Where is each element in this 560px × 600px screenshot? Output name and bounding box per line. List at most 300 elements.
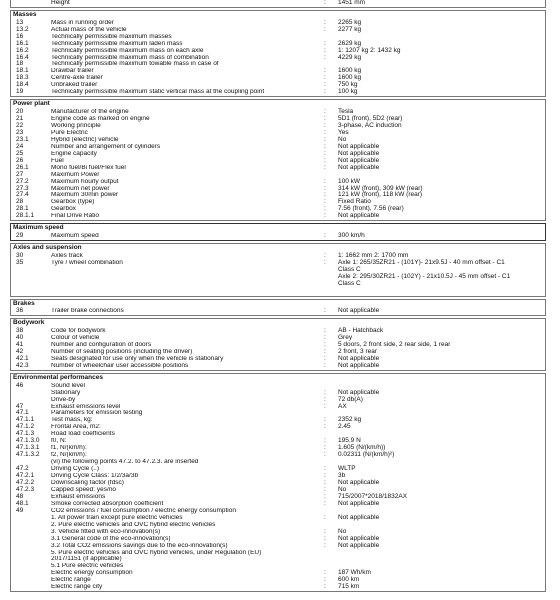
item-value: Not applicable (338, 479, 380, 486)
item-number (11, 577, 51, 584)
item-value: 600 km (338, 576, 360, 584)
item-number: 47.1.3 (16, 430, 35, 438)
item-number: 47.1.1 (16, 416, 35, 424)
item-separator (324, 172, 338, 179)
item-description: 3. Vehicle fitted with eco-innovation(s) (51, 528, 161, 535)
item-number: 23 (16, 128, 24, 136)
item-description: 3.1 General code of the eco-innovation(s) (51, 535, 171, 542)
item-separator: : (324, 388, 326, 396)
item-separator (324, 556, 338, 563)
table-row (11, 529, 545, 536)
item-number: 28.1 (16, 205, 29, 213)
item-separator (324, 34, 338, 41)
item-value: Grey (338, 334, 353, 342)
table-row (11, 356, 545, 363)
section-title: Brakes (13, 299, 35, 307)
item-value: Not applicable (338, 142, 380, 150)
table-row (11, 27, 545, 34)
item-description: (vi) the following points 47.2. to 47.2.3. are inserted (51, 459, 199, 466)
item-separator: : (324, 402, 326, 410)
table-row (11, 452, 545, 459)
item-value: No (338, 485, 347, 493)
item-value: Not applicable (338, 163, 380, 171)
item-description: Sound level (51, 382, 85, 389)
item-description: Height (51, 0, 70, 6)
table-row (11, 75, 545, 82)
item-description: 5.1 Pure electric vehicles (51, 563, 124, 570)
table-row (11, 165, 545, 172)
item-value (338, 34, 545, 41)
item-description: 3.2 Total CO2 emissions savings due to the eco-innovation(s) (51, 542, 228, 549)
item-number (11, 529, 51, 536)
item-description: Colour of vehicle (51, 335, 100, 342)
item-value (338, 550, 545, 557)
item-separator (324, 410, 338, 417)
item-description: Exhaust emissions level (51, 403, 121, 410)
table-row (11, 41, 545, 48)
item-number: 46 (16, 381, 24, 389)
section-2 (10, 99, 546, 221)
table-row (11, 186, 545, 193)
item-description: Number and arrangement of cylinders (51, 143, 161, 150)
item-value (338, 522, 545, 529)
table-row (11, 584, 545, 591)
section-7 (10, 373, 546, 592)
item-separator: : (324, 492, 326, 500)
item-description: Final Drive Ratio (51, 213, 100, 220)
table-row (11, 206, 545, 213)
item-description: Gearbox (51, 206, 76, 213)
item-description: Technically permissible maximum masses (51, 33, 172, 40)
item-value: 2265 kg (338, 18, 362, 26)
item-value: 3b (338, 472, 346, 480)
item-description: Unbraked trailer (51, 82, 98, 89)
table-row (11, 233, 545, 240)
table-row (11, 192, 545, 199)
item-separator: : (324, 232, 326, 240)
item-number: 47.1.2 (16, 423, 35, 431)
section-title: Masses (13, 10, 37, 18)
item-number: 26 (16, 156, 24, 164)
item-number: 27.4 (16, 191, 29, 199)
item-description: Technically permissible maximum static vertical mass at the coupling point (51, 89, 265, 96)
item-value: Not applicable (338, 307, 380, 315)
item-separator (324, 431, 338, 438)
item-separator: : (324, 156, 326, 164)
table-row (11, 459, 545, 466)
item-value (338, 172, 545, 179)
table-row (11, 55, 545, 62)
table-row (11, 179, 545, 186)
item-separator: : (324, 416, 326, 424)
item-separator: : (324, 81, 326, 89)
item-value (338, 61, 545, 68)
item-value: 195.9 N (338, 437, 361, 445)
table-row (11, 61, 545, 68)
item-description: 2. Pure electric vehicles and OVC hybrid electric vehicles (51, 521, 216, 528)
item-value: Fixed Ratio (338, 198, 371, 206)
item-value: 0.02311 (N/(km/h)²) (338, 451, 395, 459)
item-description: Fuel (51, 157, 64, 164)
item-value: 5D1 (front), 5D2 (rear) (338, 114, 403, 122)
coc-document (10, 0, 546, 594)
item-number: 18.4 (16, 81, 29, 89)
item-separator: : (324, 472, 326, 480)
item-value: 1: 1662 mm 2: 1700 mm (338, 251, 409, 259)
item-description: Actual mass of the vehicle (51, 26, 127, 33)
table-row (11, 543, 545, 550)
table-row (11, 144, 545, 151)
item-number (11, 0, 51, 7)
item-description: 5. Pure electric vehicles and OVC hybrid vehicles, under Regulation (EU) (51, 549, 262, 556)
item-separator: : (324, 46, 326, 54)
item-description: 2017/1151 (if applicable) (51, 556, 122, 563)
item-number: 47 (16, 402, 24, 410)
item-value: AB - Hatchback (338, 327, 384, 335)
item-description: Working principle (51, 122, 101, 129)
table-row (11, 438, 545, 445)
item-description: Technically permissible maximum towable mass in case of (51, 61, 219, 68)
item-separator: : (324, 121, 326, 129)
table-row (11, 20, 545, 27)
item-number: 49 (16, 506, 24, 514)
section-title: Power plant (13, 100, 50, 108)
item-number: 47.1 (16, 409, 29, 417)
table-row (11, 536, 545, 543)
item-description: f0, N: (51, 438, 67, 445)
item-description: Maximum hourly output (51, 178, 119, 185)
section-0 (10, 0, 546, 8)
item-number (11, 536, 51, 543)
item-value (338, 459, 545, 466)
table-row (11, 410, 545, 417)
item-separator: : (324, 569, 326, 577)
item-separator: : (324, 18, 326, 26)
item-separator: : (324, 135, 326, 143)
table-row (11, 123, 545, 130)
item-separator: : (324, 149, 326, 157)
table-row (11, 328, 545, 335)
item-separator: : (324, 479, 326, 486)
item-separator: : (324, 485, 326, 493)
table-row (11, 308, 545, 315)
section-3 (10, 223, 546, 241)
item-description: Seats designated for use only when the vehicle is stationary (51, 355, 224, 362)
section-title: Bodywork (13, 319, 45, 327)
table-row (11, 515, 545, 522)
item-description: CO2 emissions / fuel consumption / electric energy consumption (51, 507, 236, 514)
item-separator: : (324, 576, 326, 584)
item-value: 2.45 (338, 423, 351, 431)
item-separator: : (324, 142, 326, 150)
section-title: Axles and suspension (13, 244, 82, 252)
item-number: 29 (16, 232, 24, 240)
item-description: f1, N/(km/h): (51, 445, 87, 452)
item-number (11, 556, 51, 563)
item-number: 38 (16, 327, 24, 335)
item-number: 41 (16, 341, 24, 349)
item-description: Maximum 30min power (51, 192, 119, 199)
item-number: 18.3 (16, 74, 29, 82)
item-value: AX (338, 402, 347, 410)
item-separator: : (324, 465, 326, 473)
item-description: Axles track (51, 252, 83, 259)
item-number (11, 550, 51, 557)
item-value: 72 db(A) (338, 395, 363, 403)
item-separator: : (324, 114, 326, 122)
item-description: f2, N/(km/h): (51, 452, 87, 459)
item-number: 47.1.3.0 (16, 437, 40, 445)
item-separator: : (324, 341, 326, 349)
table-row (11, 213, 545, 220)
item-number: 27.3 (16, 184, 29, 192)
item-separator: : (324, 354, 326, 362)
section-6 (10, 318, 546, 371)
item-value: 750 kg (338, 81, 358, 89)
item-separator (324, 508, 338, 515)
item-value: Not applicable (338, 388, 380, 396)
item-description: Engine capacity (51, 150, 97, 157)
item-value: Not applicable (338, 149, 380, 157)
table-row (11, 563, 545, 570)
item-separator: : (324, 527, 326, 535)
table-row (11, 577, 545, 584)
item-value: 314 kW (front), 309 kW (rear) (338, 184, 423, 192)
item-separator (324, 61, 338, 68)
item-number: 16.1 (16, 39, 29, 47)
table-row (11, 445, 545, 452)
item-number: 40 (16, 334, 24, 342)
item-description: Number of seating positions (including the driver) (51, 349, 193, 355)
item-number: 25 (16, 149, 24, 157)
table-row (11, 466, 545, 473)
item-separator: : (324, 25, 326, 33)
item-number: 47.2.3 (16, 485, 35, 493)
table-row (11, 89, 545, 96)
item-separator: : (324, 327, 326, 335)
table-row (11, 349, 545, 356)
item-number (11, 584, 51, 591)
table-row (11, 383, 545, 390)
table-row (11, 158, 545, 165)
item-separator: : (324, 0, 326, 6)
item-value: Not applicable (338, 156, 380, 164)
item-description: Pure Electric (51, 129, 88, 136)
item-number: 23.1 (16, 135, 29, 143)
item-value: 1600 kg (338, 74, 362, 82)
item-description: Mono fuel/Bi fuel/Flex fuel (51, 164, 126, 171)
item-separator: : (324, 361, 326, 369)
item-description: Driving Cycle (..) (51, 466, 100, 473)
item-description: Smoke corrected absorption coefficient (51, 500, 164, 507)
section-title: Environmental performances (13, 373, 103, 381)
item-separator: : (324, 184, 326, 192)
item-value: 715/2007*2018/1832AX (338, 492, 408, 500)
item-value: 2277 kg (338, 25, 362, 33)
item-separator: : (324, 163, 326, 171)
item-number: 26.1 (16, 163, 29, 171)
table-row (11, 172, 545, 179)
item-number: 27 (16, 170, 24, 178)
item-description: Drawbar trailer (51, 68, 94, 75)
item-value: 3-phase, AC induction (338, 121, 402, 129)
item-value: Not applicable (338, 354, 380, 362)
item-number: 20 (16, 108, 24, 116)
item-number: 13 (16, 18, 24, 26)
item-value: 7.56 (front), 7.56 (rear) (338, 205, 404, 213)
item-separator: : (324, 212, 326, 220)
table-row (11, 556, 545, 563)
table-row (11, 130, 545, 137)
item-description: Maximum speed (51, 233, 99, 240)
item-separator (324, 383, 338, 390)
item-separator: : (324, 88, 326, 96)
item-description: Manufacturer of the engine (51, 109, 129, 116)
table-row (11, 550, 545, 557)
item-value: 100 kg (338, 88, 358, 96)
item-description: 1. All power train except pure electric vehicles (51, 514, 183, 521)
table-row (11, 335, 545, 342)
item-number: 19 (16, 88, 24, 96)
item-value: Tesla (338, 108, 354, 116)
item-number (11, 390, 51, 397)
item-value: 300 km/h (338, 232, 365, 240)
table-row (11, 494, 545, 501)
table-row (11, 151, 545, 158)
item-description: Road load coefficients (51, 431, 115, 438)
item-separator: : (324, 583, 326, 591)
item-description: Technically permissible maximum mass of combination (51, 54, 209, 61)
item-number: 28 (16, 198, 24, 206)
item-separator: : (324, 258, 326, 266)
item-value: 187 Wh/km (338, 569, 371, 577)
table-row (11, 109, 545, 116)
item-description: Driving Cycle Class: 1/2/3a/3b (51, 473, 139, 480)
section-5 (10, 299, 546, 317)
item-separator: : (324, 67, 326, 75)
item-value: No (338, 135, 347, 143)
item-number: 16.4 (16, 53, 29, 61)
item-number: 13.2 (16, 25, 29, 33)
table-row (11, 48, 545, 55)
item-description: Exhaust emissions (51, 493, 106, 500)
item-separator: : (324, 451, 326, 459)
table-row (11, 473, 545, 480)
item-separator: : (324, 177, 326, 185)
item-separator: : (324, 499, 326, 507)
item-separator: : (324, 191, 326, 199)
item-value: Not applicable (338, 513, 380, 521)
item-value: 5 doors, 2 front side, 2 rear side, 1 rear (338, 341, 451, 349)
item-number: 35 (16, 258, 24, 266)
item-value: 100 kW (338, 177, 361, 185)
item-value (338, 410, 545, 417)
table-row (11, 34, 545, 41)
table-row (11, 424, 545, 431)
item-number: 18.1 (16, 67, 29, 75)
item-number: 47.1.3.2 (16, 451, 40, 459)
item-value (338, 556, 545, 563)
item-separator (324, 550, 338, 557)
item-number (11, 543, 51, 550)
item-value: 4229 kg (338, 53, 362, 61)
item-number: 42.1 (16, 354, 29, 362)
item-value: 1451 mm (338, 0, 366, 6)
item-description: Centre-axle trailer (51, 75, 103, 82)
item-separator: : (324, 251, 326, 259)
item-separator (324, 522, 338, 529)
item-separator: : (324, 39, 326, 47)
item-description: Engine code as marked on engine (51, 115, 150, 122)
item-number (11, 515, 51, 522)
table-row (11, 68, 545, 75)
item-description: Technically permissible maximum mass on each axle (51, 47, 204, 54)
item-value: 2352 kg (338, 416, 362, 424)
item-description: Downscaling factor (fdsc) (51, 480, 124, 486)
item-value: Not applicable (338, 361, 380, 369)
item-number: 28.1.1 (16, 212, 35, 220)
item-description: Mass in running order (51, 19, 114, 26)
item-separator: : (324, 334, 326, 342)
item-number: 42.3 (16, 361, 29, 369)
item-number (11, 563, 51, 570)
table-row (11, 137, 545, 144)
item-separator (324, 459, 338, 466)
item-value: Not applicable (338, 541, 380, 549)
item-number: 16 (16, 32, 24, 40)
item-number: 22 (16, 121, 24, 129)
item-separator: : (324, 108, 326, 116)
item-value: No (338, 527, 347, 535)
item-description: Test mass, kg: (51, 417, 93, 424)
item-number: 21 (16, 114, 24, 122)
item-number: 18 (16, 60, 24, 68)
item-number: 30 (16, 251, 24, 259)
item-separator (324, 563, 338, 570)
item-number: 47.2 (16, 465, 29, 473)
item-description: Frontal Area, m2: (51, 424, 101, 431)
table-row (11, 0, 545, 7)
item-value: 121 kW (front), 118 kW (rear) (338, 191, 423, 199)
item-description: Trailer brake connections (51, 308, 124, 315)
item-separator: : (324, 513, 326, 521)
table-row (11, 417, 545, 424)
item-value: Yes (338, 128, 349, 136)
item-number (11, 570, 51, 577)
item-description: Maximum Power (51, 171, 100, 178)
item-description: Maximum net power (51, 185, 110, 192)
item-number: 36 (16, 307, 24, 315)
table-row (11, 487, 545, 494)
section-title: Maximum speed (13, 224, 64, 232)
item-description: Electric energy consumption (51, 570, 133, 577)
item-value: WLTP (338, 465, 356, 473)
item-value: 1: 1207 kg 2: 1432 kg (338, 46, 401, 54)
item-value: 1600 kg (338, 67, 362, 75)
item-number: 47.2.1 (16, 472, 35, 480)
table-row (11, 501, 545, 508)
table-row (11, 508, 545, 515)
item-value: 1.605 (N/(km/h)) (338, 444, 386, 452)
item-separator: : (324, 128, 326, 136)
item-separator: : (324, 205, 326, 213)
item-value: 2 front, 3 rear (338, 348, 378, 355)
item-description: Stationary (51, 389, 81, 396)
item-value (338, 431, 545, 438)
item-number: 48.1 (16, 499, 29, 507)
table-row (11, 363, 545, 370)
item-description: Number and configuration of doors (51, 342, 152, 349)
